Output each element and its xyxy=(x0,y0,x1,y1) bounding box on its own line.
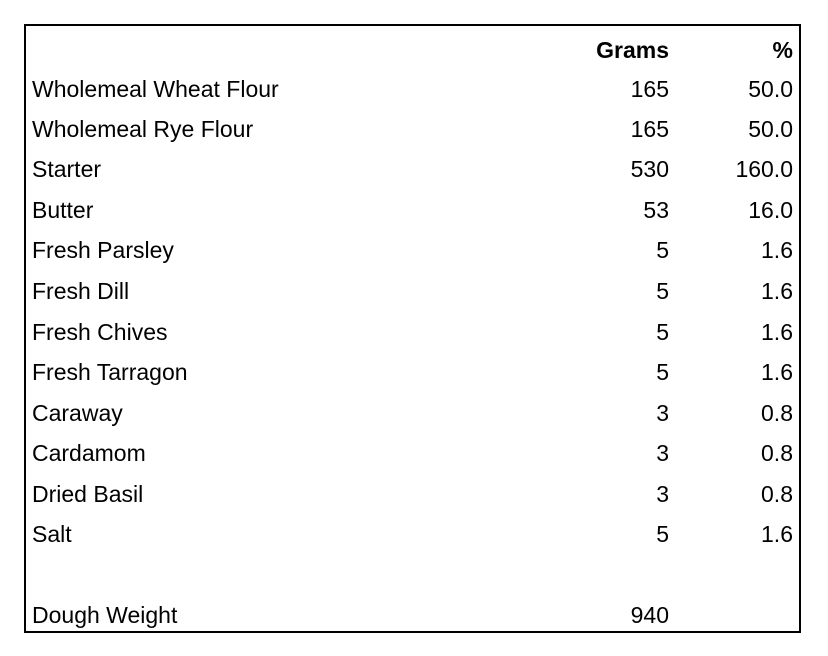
ingredient-grams: 3 xyxy=(656,440,669,466)
ingredient-percent: 50.0 xyxy=(748,116,793,142)
ingredient-name: Fresh Parsley xyxy=(32,237,174,263)
ingredient-grams: 5 xyxy=(656,237,669,263)
ingredient-percent: 0.8 xyxy=(761,481,793,507)
table-row xyxy=(26,154,799,184)
ingredient-name: Caraway xyxy=(32,400,123,426)
ingredient-name: Wholemeal Wheat Flour xyxy=(32,76,279,102)
ingredient-name: Wholemeal Rye Flour xyxy=(32,116,254,142)
total-grams: 940 xyxy=(630,602,669,628)
table-row xyxy=(26,438,799,468)
ingredient-percent: 16.0 xyxy=(748,197,793,223)
table-row xyxy=(26,74,799,104)
ingredient-percent: 1.6 xyxy=(761,237,793,263)
table-row xyxy=(26,519,799,549)
ingredient-percent: 50.0 xyxy=(748,76,793,102)
ingredient-grams: 5 xyxy=(656,521,669,547)
ingredient-percent: 0.8 xyxy=(761,440,793,466)
ingredient-name: Dried Basil xyxy=(32,481,144,507)
ingredient-percent: 1.6 xyxy=(761,278,793,304)
ingredient-name: Fresh Dill xyxy=(32,278,130,304)
ingredient-grams: 5 xyxy=(656,359,669,385)
total-label: Dough Weight xyxy=(32,602,178,628)
table-row xyxy=(26,317,799,347)
ingredient-name: Starter xyxy=(32,156,102,182)
ingredient-name: Salt xyxy=(32,521,72,547)
ingredient-grams: 53 xyxy=(643,197,669,223)
ingredient-percent: 160.0 xyxy=(735,156,793,182)
ingredient-percent: 1.6 xyxy=(761,319,793,345)
ingredient-grams: 165 xyxy=(630,116,669,142)
ingredient-grams: 530 xyxy=(630,156,669,182)
table-row xyxy=(26,114,799,144)
ingredient-percent: 1.6 xyxy=(761,521,793,547)
ingredient-grams: 3 xyxy=(656,481,669,507)
total-row xyxy=(26,600,799,630)
table-header xyxy=(26,35,799,65)
recipe-table xyxy=(24,24,801,633)
header-grams: Grams xyxy=(596,37,669,63)
ingredient-name: Fresh Tarragon xyxy=(32,359,188,385)
header-percent: % xyxy=(772,37,793,63)
table-row xyxy=(26,357,799,387)
ingredient-name: Butter xyxy=(32,197,94,223)
table-row xyxy=(26,235,799,265)
ingredient-name: Cardamom xyxy=(32,440,146,466)
ingredient-percent: 0.8 xyxy=(761,400,793,426)
ingredient-percent: 1.6 xyxy=(761,359,793,385)
table-row xyxy=(26,398,799,428)
ingredient-grams: 3 xyxy=(656,400,669,426)
ingredient-grams: 5 xyxy=(656,319,669,345)
ingredient-grams: 5 xyxy=(656,278,669,304)
ingredient-grams: 165 xyxy=(630,76,669,102)
table-row xyxy=(26,479,799,509)
table-row xyxy=(26,195,799,225)
ingredient-name: Fresh Chives xyxy=(32,319,168,345)
table-row xyxy=(26,276,799,306)
